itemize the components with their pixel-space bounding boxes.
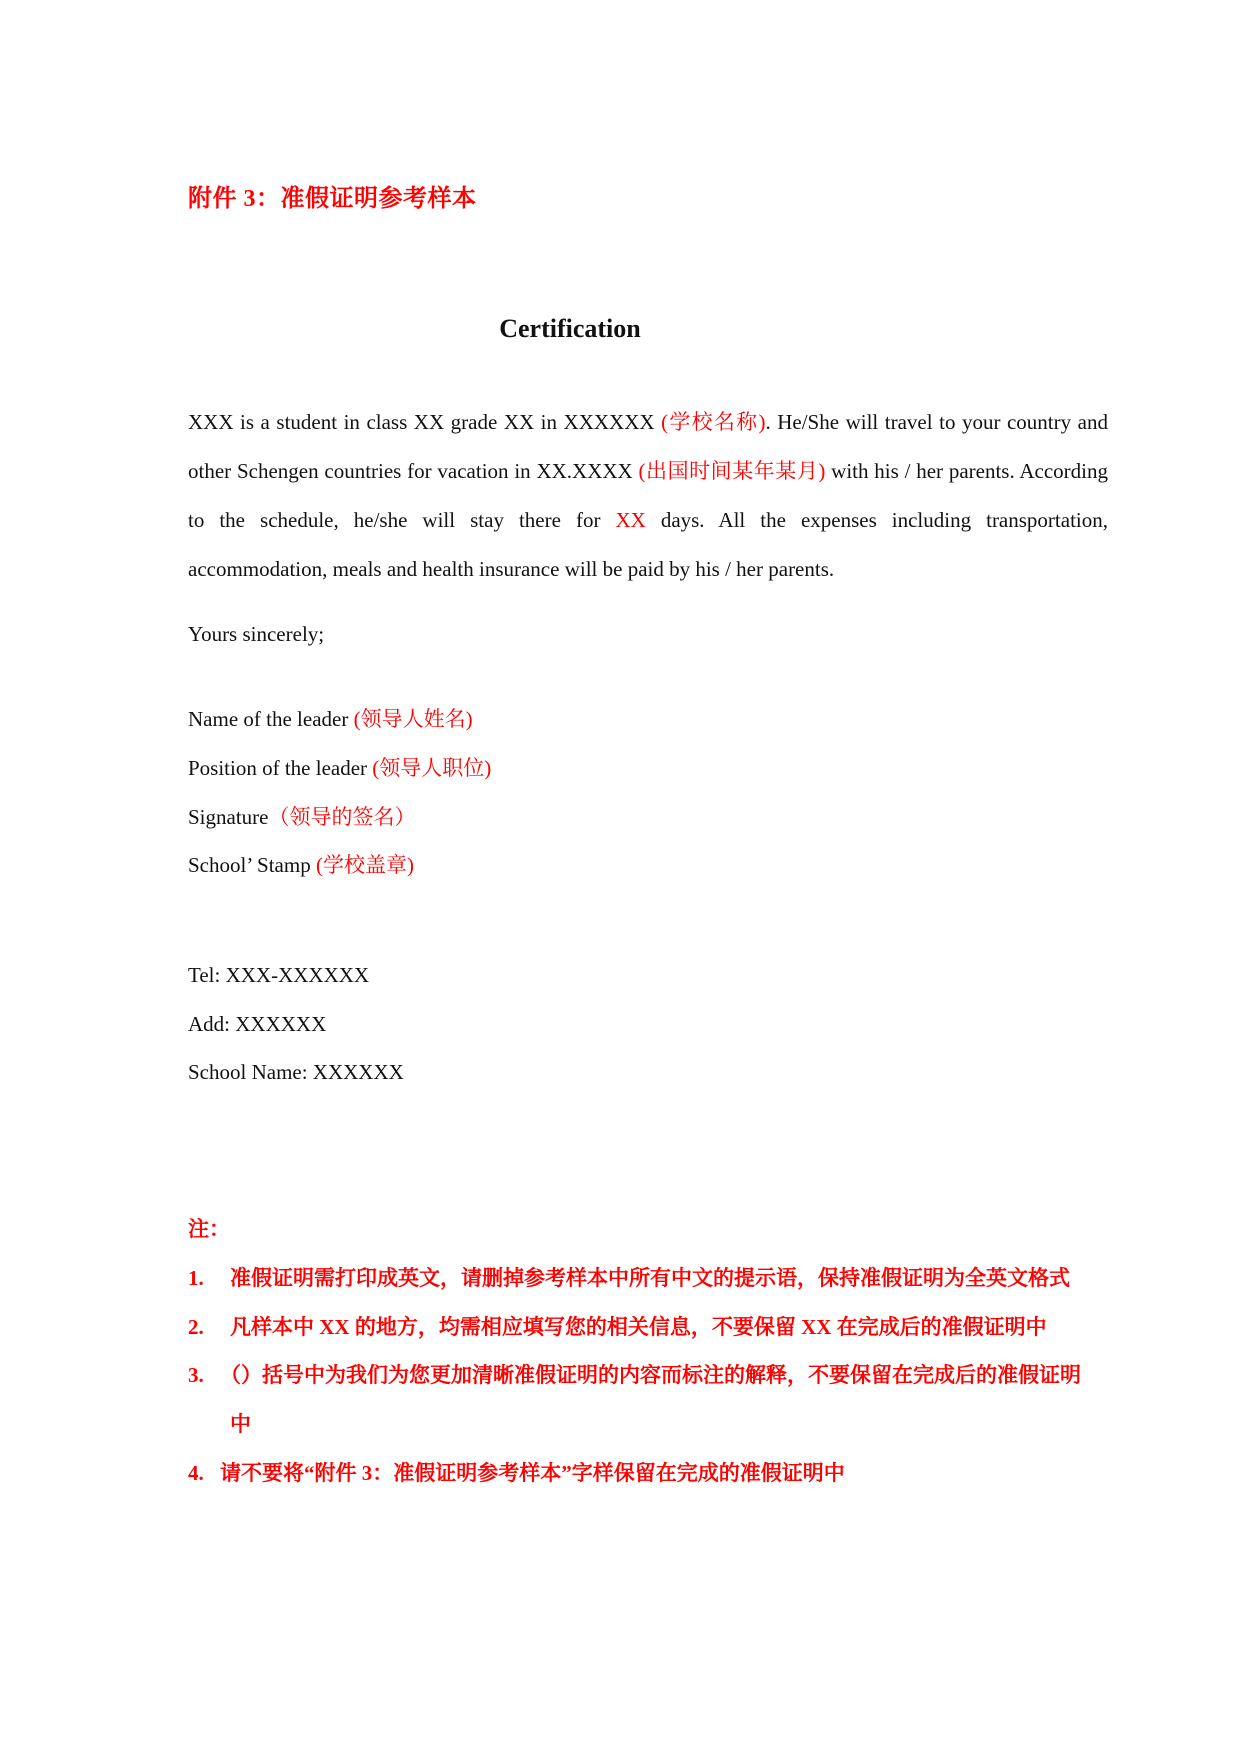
school-stamp-label: School’ Stamp <box>188 853 316 877</box>
certification-body <box>188 398 1108 594</box>
leader-name-hint: (领导人姓名) <box>353 707 473 731</box>
notes-heading: 注： <box>188 1217 230 1241</box>
note-text: 准假证明需打印成英文，请删掉参考样本中所有中文的提示语，保持准假证明为全英文格式 <box>230 1266 1070 1290</box>
leader-position-label: Position of the leader <box>188 756 373 780</box>
note-text: 请不要将“附件 3：准假证明参考样本”字样保留在完成的准假证明中 <box>220 1461 845 1485</box>
note-text: （）括号中为我们为您更加清晰准假证明的内容而标注的解释，不要保留在完成后的准假证明 <box>220 1363 1081 1387</box>
body-text-4: days. All the expenses including transportation, accommodation, meals and health insurance will be paid by his / her parents. <box>188 508 1108 581</box>
signature-line <box>188 801 415 831</box>
leader-name-line <box>188 703 473 733</box>
note-number: 1. <box>188 1266 204 1290</box>
leader-position-line <box>188 752 491 782</box>
note-item <box>188 1311 1047 1341</box>
note-item <box>188 1457 845 1487</box>
certification-title: Certification <box>499 314 641 343</box>
note-number: 4. <box>188 1461 204 1485</box>
note-item <box>188 1262 1070 1292</box>
note-number: 3. <box>188 1363 204 1387</box>
note-text: 凡样本中 XX 的地方，均需相应填写您的相关信息，不要保留 XX 在完成后的准假证明中 <box>230 1315 1047 1339</box>
note-text-continuation: 中 <box>230 1412 251 1436</box>
signature-hint: （领导的签名） <box>268 805 416 829</box>
closing-line: Yours sincerely; <box>188 622 325 646</box>
hint-days: XX <box>615 508 646 532</box>
leader-position-hint: (领导人职位) <box>372 756 492 780</box>
leader-name-label: Name of the leader <box>188 707 354 731</box>
school-stamp-hint: (学校盖章) <box>315 853 414 877</box>
hint-school-name: (学校名称) <box>661 410 766 434</box>
body-text-2: . He/She will travel to your country and other Schengen countries for vacation in XX.XXXX <box>188 410 1108 483</box>
school-stamp-line <box>188 849 414 879</box>
tel-line: Tel: XXX-XXXXXX <box>188 963 370 987</box>
body-text-1: XXX is a student in class XX grade XX in XXXXXX <box>188 410 662 434</box>
signature-label: Signature <box>188 805 269 829</box>
school-name-line: School Name: XXXXXX <box>188 1060 404 1084</box>
attachment-title: 附件 3：准假证明参考样本 <box>188 186 477 212</box>
note-item <box>188 1359 1081 1389</box>
note-number: 2. <box>188 1315 204 1339</box>
body-text-3: with his / her parents. According to the schedule, he/she will stay there for <box>188 459 1108 532</box>
hint-travel-month: (出国时间某年某月) <box>638 459 826 483</box>
address-line: Add: XXXXXX <box>188 1012 327 1036</box>
